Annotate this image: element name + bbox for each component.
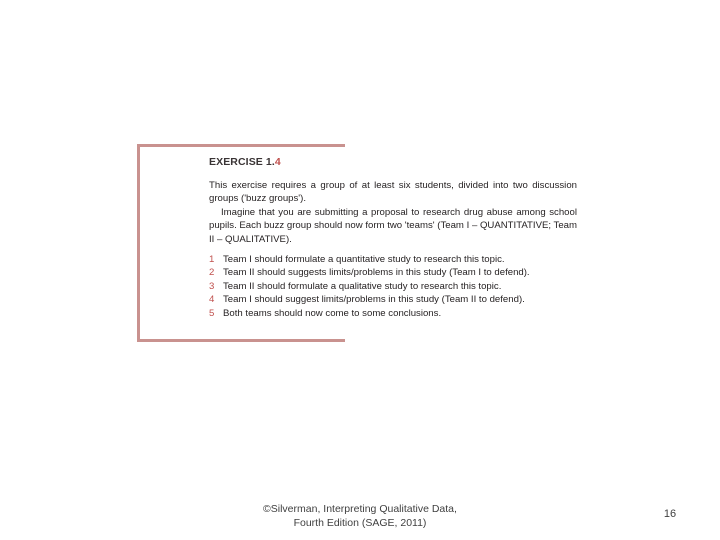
list-item (209, 307, 577, 321)
step-text: Team II should formulate a qualitative study to research this topic. (223, 280, 502, 292)
citation-line-2: Fourth Edition (SAGE, 2011) (293, 517, 427, 529)
list-item (209, 280, 577, 294)
exercise-title-number: 4 (274, 156, 281, 168)
list-item (209, 293, 577, 307)
step-text: Team I should suggest limits/problems in this study (Team II to defend). (223, 294, 525, 306)
step-number: 1 (209, 253, 215, 265)
exercise-title-prefix: EXERCISE 1. (209, 156, 275, 168)
citation-line-1: ©Silverman, Interpreting Qualitative Data, (263, 503, 457, 515)
step-text: Both teams should now come to some conclusions. (223, 307, 442, 319)
step-text: Team II should suggests limits/problems in this study (Team I to defend). (223, 267, 530, 279)
step-number: 5 (209, 307, 215, 319)
exercise-content (209, 156, 577, 321)
exercise-title (209, 156, 577, 170)
step-number: 2 (209, 267, 215, 279)
footer-citation (200, 502, 520, 530)
list-item (209, 266, 577, 280)
step-number: 4 (209, 294, 215, 306)
list-item (209, 253, 577, 267)
page-number: 16 (663, 508, 677, 520)
step-number: 3 (209, 280, 215, 292)
step-text: Team I should formulate a quantitative study to research this topic. (223, 253, 505, 265)
exercise-steps-list (209, 253, 577, 321)
exercise-scenario-paragraph: Imagine that you are submitting a proposal to research drug abuse among school pupils. Each buzz group should now form two 'teams' (Team I – QUANTITATIVE; Team II – QUALITATIVE). (209, 206, 577, 245)
exercise-intro-paragraph: This exercise requires a group of at least six students, divided into two discussion groups ('buzz groups'). (209, 179, 577, 205)
